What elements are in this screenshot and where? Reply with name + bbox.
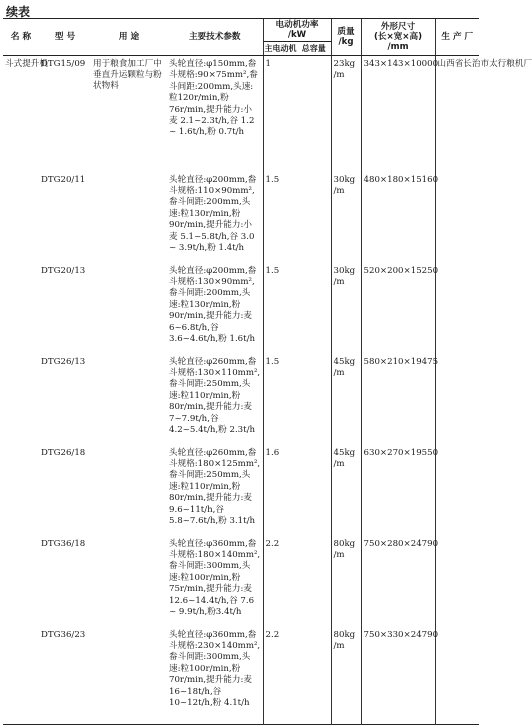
dims-cell: 520×200×15250 [361,263,435,354]
power-total-cell [297,263,331,354]
mass-value: 30kg [333,265,356,276]
mass-cell [331,354,361,445]
header-mass-label: 质量 [337,27,355,37]
power-main-cell: 1.6 [263,445,297,536]
power-main-cell: 1.5 [263,172,297,263]
header-dims [361,19,435,56]
power-main-cell: 1.5 [263,263,297,354]
name-cell [3,354,39,445]
name-cell [3,172,39,263]
header-power-label: 电动机功率 [275,20,319,30]
table-row [3,445,479,536]
model-cell: DTG26/18 [41,447,86,458]
mass-per-unit: /m [333,549,345,560]
header-dims-sub: (长×宽×高) [373,32,423,42]
dims-cell: 480×180×15160 [361,172,435,263]
continued-table-label: 续表 [6,5,31,19]
model-cell: DTG15/09 [41,59,86,69]
maker-cell [435,354,479,445]
mass-per-unit: /m [333,70,345,80]
equipment-spec-table [3,18,532,725]
dims-cell: 630×270×19550 [361,445,435,536]
maker-cell [435,172,479,263]
mass-cell [331,56,361,172]
power-main-cell: 2.2 [263,536,297,627]
mass-value: 80kg [333,538,356,549]
params-cell: 头轮直径:φ360mm,畚斗规格:180×140mm²,畚斗间距:300mm,头速:粒100r/min,粉 75r/min,提升能力:麦 12.6~14.4t/h,谷 7.6 ~ 9.9t/h,粉3.4t/h [169,538,261,617]
model-cell: DTG36/23 [41,629,86,640]
mass-cell [331,263,361,354]
model-cell: DTG26/13 [41,356,86,367]
name-cell [3,627,39,725]
header-usage: 用 途 [91,19,167,56]
mass-cell [331,445,361,536]
table-row [3,536,479,627]
usage-cell [91,172,167,263]
maker-cell [435,445,479,536]
table-row [3,263,479,354]
mass-value: 80kg [333,629,356,640]
maker-cell [435,263,479,354]
header-power [263,19,331,42]
mass-cell [331,536,361,627]
header-power-unit: /kW [287,30,307,40]
table-row [3,354,479,445]
usage-cell [91,536,167,627]
maker-cell [435,536,479,627]
model-cell: DTG20/13 [41,265,86,276]
dims-cell: 580×210×19475 [361,354,435,445]
params-cell: 头轮直径:φ360mm,畚斗规格:230×140mm²,畚斗间距:300mm,头速:粒100r/min,粉 70r/min,提升能力:麦 16~18t/h,谷10~12t/h,粉 4.1t/h [169,629,261,708]
power-main-cell: 2.2 [263,627,297,725]
params-cell: 头轮直径:φ260mm,畚斗规格:130×110mm²,畚斗间距:250mm,头速:粒110r/min,粉 80r/min,提升能力:麦 7~7.9t/h,谷4.2~5.4t/h,粉 2.3t/h [169,356,261,435]
mass-per-unit: /m [333,458,345,469]
mass-per-unit: /m [333,185,345,196]
dims-cell: 750×330×24790 [361,627,435,725]
header-model: 型 号 [39,19,91,56]
header-dims-unit: /mm [387,42,409,52]
header-dims-label: 外形尺寸 [380,22,416,32]
power-total-cell [297,536,331,627]
header-params: 主要技术参数 [167,19,263,56]
mass-per-unit: /m [333,276,345,287]
dims-cell: 750×280×24790 [361,536,435,627]
mass-value: 45kg [333,447,356,458]
maker-cell: 山西省长治市太行粮机厂 [435,56,479,172]
params-cell: 头轮直径:φ150mm,畚斗规格:90×75mm²,畚斗间距:200mm,头速:粒120r/min,粉 76r/min,提升能力:小麦 2.1~2.3t/h,谷 1.2 ~ 1.6t/h,粉 0.7t/h [169,59,258,138]
params-cell: 头轮直径:φ200mm,畚斗规格:130×90mm²,畚斗间距:200mm,头速:粒130r/min,粉 90r/min,提升能力:麦 6~6.8t/h,谷3.6~4.6t/h,粉 1.6t/h [169,265,257,344]
header-maker: 生 产 厂 [435,19,479,56]
mass-value: 30kg [333,174,356,185]
dims-cell: 343×143×10000 [361,56,435,172]
header-power-main: 主电动机 [263,42,297,56]
header-mass [331,19,361,56]
header-power-total: 总容量 [297,42,331,56]
model-cell: DTG36/18 [41,538,86,549]
power-total-cell [297,56,331,172]
mass-cell [331,172,361,263]
power-total-cell [297,172,331,263]
name-cell [3,536,39,627]
power-total-cell [297,627,331,725]
mass-per-unit: /m [333,367,345,378]
table-row [3,56,479,172]
usage-cell [91,445,167,536]
name-cell [3,445,39,536]
usage-cell [91,354,167,445]
params-cell: 头轮直径:φ200mm,畚斗规格:110×90mm²,畚斗间距:200mm,头速:粒130r/min,粉 90r/min,提升能力:小麦 5.1~5.8t/h,谷 3.0 ~ 3.9t/h,粉 1.4t/h [169,174,257,253]
model-cell: DTG20/11 [41,174,86,185]
usage-cell [91,263,167,354]
power-total-cell [297,445,331,536]
usage-cell [91,627,167,725]
params-cell: 头轮直径:φ260mm,畚斗规格:180×125mm²,畚斗间距:250mm,头速:粒110r/min,粉 80r/min,提升能力:麦 9.6~11t/h,谷5.8~7.6t/h,粉 3.1t/h [169,447,261,526]
header-name: 名 称 [3,19,39,56]
power-main-cell: 1.5 [263,354,297,445]
power-total-cell [297,354,331,445]
table-row [3,172,479,263]
mass-value: 45kg [333,356,356,367]
name-cell: 斗式提升机 [5,59,48,69]
mass-value: 23kg [333,59,356,69]
name-cell [3,263,39,354]
power-main-cell: 1 [263,56,297,172]
maker-cell [435,627,479,725]
table-row [3,627,479,725]
header-mass-unit: /kg [338,37,354,47]
mass-per-unit: /m [333,640,345,651]
mass-cell [331,627,361,725]
usage-cell: 用于粮食加工厂中垂直升运颗粒与粉状物料 [93,59,162,91]
